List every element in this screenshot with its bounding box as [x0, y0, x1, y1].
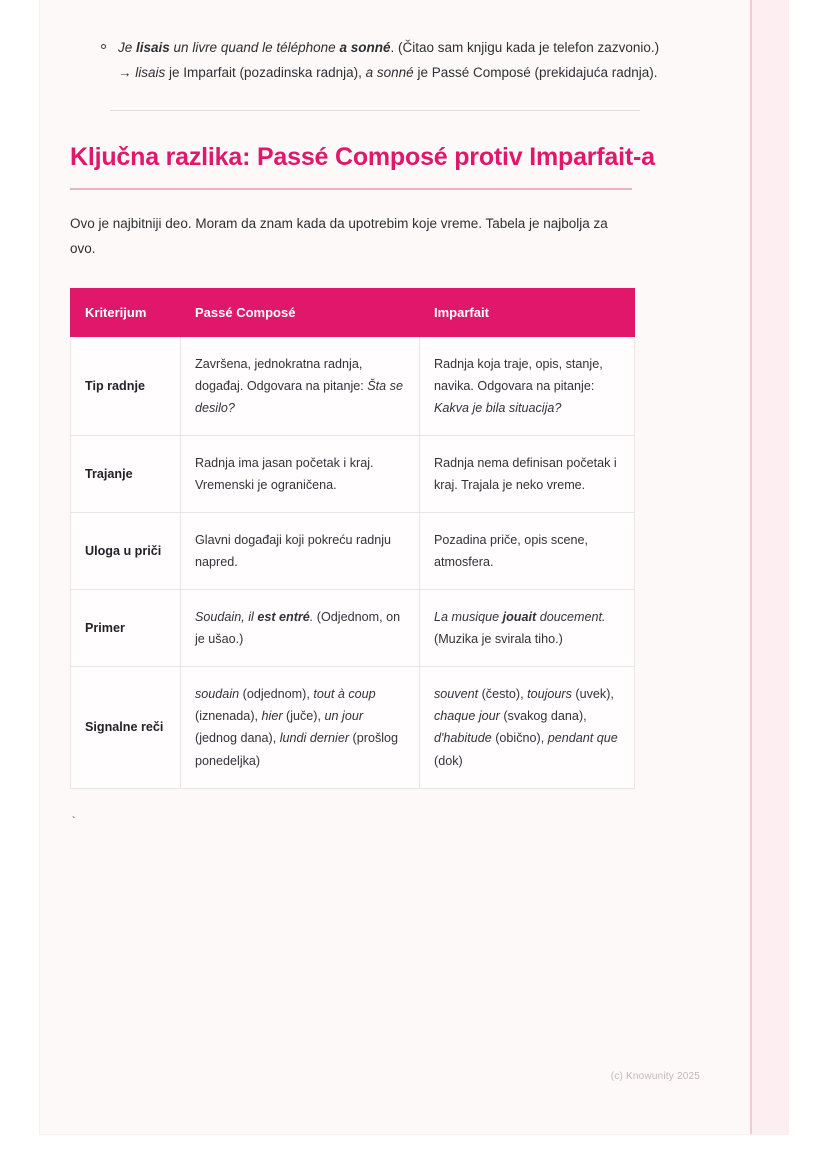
- table-cell-imparfait: Radnja koja traje, opis, stanje, navika. Odgovara na pitanje: Kakva je bila situacija?: [420, 337, 635, 436]
- table-cell-passe: Radnja ima jasan početak i kraj. Vremenski je ograničena.: [181, 436, 420, 513]
- table-cell-criterion: Signalne reči: [71, 667, 181, 788]
- table-cell-passe: Soudain, il est entré. (Odjednom, on je ušao.): [181, 590, 420, 667]
- table-cell-imparfait: Pozadina priče, opis scene, atmosfera.: [420, 513, 635, 590]
- horizontal-divider: [110, 110, 640, 111]
- title-underline: [70, 188, 632, 190]
- table-header-imparfait: Imparfait: [420, 289, 635, 337]
- document-content: [70, 0, 670, 829]
- table-row: [71, 337, 635, 436]
- table-header-row: [71, 289, 635, 337]
- document-sheet-body: [40, 0, 752, 1134]
- comparison-table: [70, 288, 635, 788]
- footer-credit: (c) Knowunity 2025: [610, 1071, 700, 1082]
- table-row: [71, 436, 635, 513]
- table-cell-criterion: Primer: [71, 590, 181, 667]
- list-item-text: Je lisais un livre quand le téléphone a sonné. (Čitao sam knjigu kada je telefon zazvonio.) → lisais je Imparfait (pozadinska radnja), a sonné je Passé Composé (prekidajuća radnja).: [118, 40, 660, 80]
- table-row: [71, 667, 635, 788]
- table-cell-criterion: Tip radnje: [71, 337, 181, 436]
- code-marker: `: [70, 814, 78, 829]
- table-cell-criterion: Uloga u priči: [71, 513, 181, 590]
- table-cell-imparfait: Radnja nema definisan početak i kraj. Trajala je neko vreme.: [420, 436, 635, 513]
- table-cell-passe: Glavni događaji koji pokreću radnju napred.: [181, 513, 420, 590]
- table-header-passe-compose: Passé Composé: [181, 289, 420, 337]
- table-cell-passe: Završena, jednokratna radnja, događaj. Odgovara na pitanje: Šta se desilo?: [181, 337, 420, 436]
- table-cell-passe: soudain (odjednom), tout à coup (iznenada), hier (juče), un jour (jednog dana), lundi dernier (prošlog ponedeljka): [181, 667, 420, 788]
- table-header-criterion: Kriterijum: [71, 289, 181, 337]
- document-sheet: [40, 0, 788, 1134]
- intro-paragraph: Ovo je najbitniji deo. Moram da znam kada da upotrebim koje vreme. Tabela je najbolja za ovo.: [70, 216, 608, 257]
- table-row: [71, 590, 635, 667]
- table-row: [71, 513, 635, 590]
- table-cell-criterion: Trajanje: [71, 436, 181, 513]
- list-item: [70, 36, 670, 86]
- table-cell-imparfait: La musique jouait doucement. (Muzika je svirala tiho.): [420, 590, 635, 667]
- page-title: Ključna razlika: Passé Composé protiv Imparfait-a: [70, 142, 655, 171]
- bullet-circle-icon: [101, 44, 106, 49]
- table-cell-imparfait: souvent (često), toujours (uvek), chaque jour (svakog dana), d'habitude (obično), pendant que (dok): [420, 667, 635, 788]
- page-right-strip: [750, 0, 788, 1134]
